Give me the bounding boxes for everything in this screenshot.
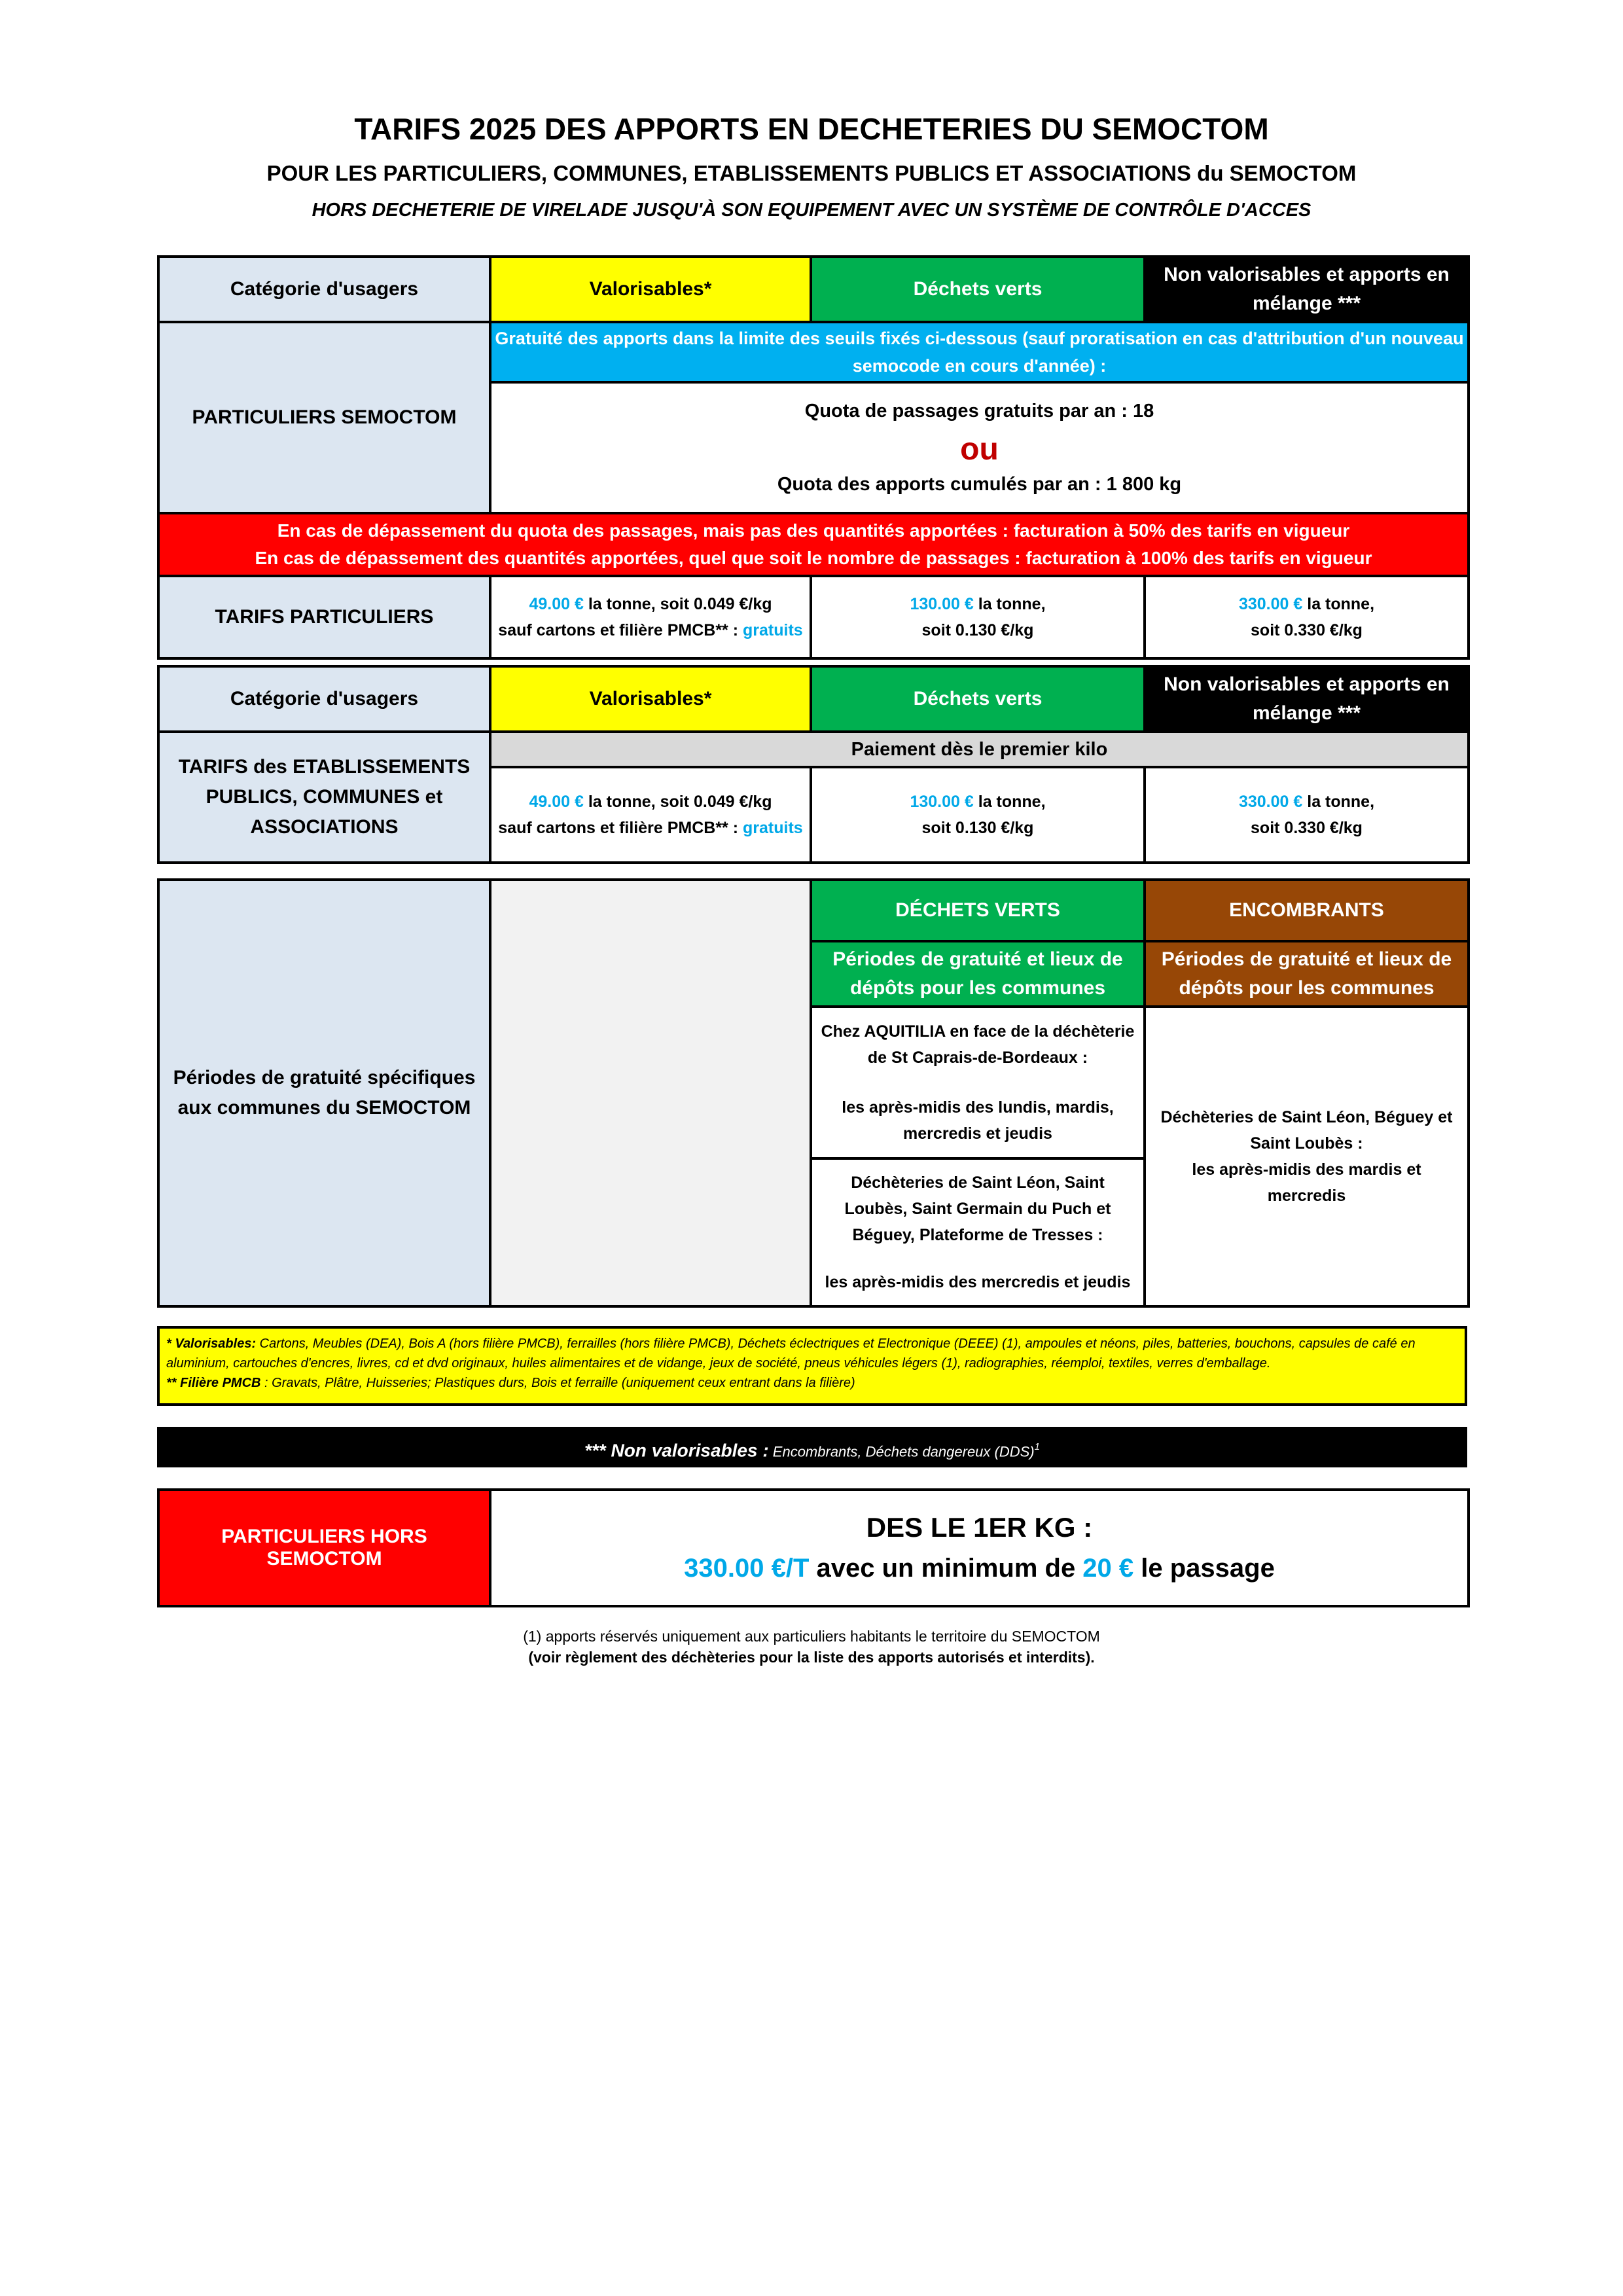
footnote-line-2: (voir règlement des déchèteries pour la liste des apports autorisés et interdits). (528, 1649, 1095, 1666)
quota-passages: Quota de passages gratuits par an : 18 (804, 400, 1154, 422)
hors-line-1: DES LE 1ER KG : (866, 1512, 1093, 1543)
row-label-particuliers: PARTICULIERS SEMOCTOM (158, 322, 490, 513)
footnote (0, 1626, 1623, 1668)
hors-minimum: 20 € (1082, 1554, 1134, 1583)
price-nonval-amount: 330.00 € (1238, 595, 1303, 613)
pmcb-label: ** Filière PMCB (166, 1376, 261, 1390)
periods-header-encombrants: Périodes de gratuité et lieux de dépôts pour les communes (1145, 941, 1469, 1007)
non-val-text: Encombrants, Déchets dangereux (DDS) (768, 1443, 1035, 1460)
valorisables-text: Cartons, Meubles (DEA), Bois A (hors filière PMCB), ferrailles (hors filière PMCB), Déchets éclectriques et Electronique (DEEE) (1), ampoules et néons, piles, batteries, bouchons, capsules de café en aluminium, cartouches d'encres, livres, cd et dvd originaux, huiles alimentaires et de vidange, jeux de société, pneus véhicules légers (1), radiographies, réemploi, textiles, verres d'emballage. (166, 1336, 1416, 1371)
price-non-valorisables: 330.00 € la tonne, soit 0.330 €/kg (1145, 576, 1469, 658)
encombrants-time: les après-midis des mardis et mercredis (1192, 1160, 1421, 1205)
encombrants-block (1145, 1007, 1469, 1306)
header-category: Catégorie d'usagers (158, 666, 490, 732)
encombrants-place: Déchèteries de Saint Léon, Béguey et Saint Loubès : (1160, 1108, 1453, 1153)
page-subtitle-italic: HORS DECHETERIE DE VIRELADE JUSQU'À SON EQUIPEMENT AVEC UN SYSTÈME DE CONTRÔLE D'ACCES (312, 200, 1311, 221)
row-label-etablissements: TARIFS des ETABLISSEMENTS PUBLICS, COMMUNES et ASSOCIATIONS (158, 732, 490, 863)
quota-apports: Quota des apports cumulés par an : 1 800 kg (777, 473, 1182, 495)
header-dechets-verts: Déchets verts (811, 666, 1145, 732)
header-encombrants: ENCOMBRANTS (1145, 880, 1469, 941)
hors-line-2: 330.00 €/T avec un minimum de 20 € le passage (684, 1554, 1275, 1583)
payment-notice: Paiement dès le premier kilo (490, 732, 1469, 767)
page-subtitle: POUR LES PARTICULIERS, COMMUNES, ETABLISSEMENTS PUBLICS ET ASSOCIATIONS du SEMOCTOM (266, 161, 1357, 185)
ou-label: ou (960, 431, 999, 467)
periods-header-verts: Périodes de gratuité et lieux de dépôts pour les communes (811, 941, 1145, 1007)
price-verts-amount: 130.00 € (910, 595, 974, 613)
overrun-line-2: En cas de dépassement des quantités apportées, quel que soit le nombre de passages : facturation à 100% des tarifs en vigueur (255, 548, 1372, 568)
verts-block-2-time: les après-midis des mercredis et jeudis (825, 1273, 1131, 1291)
header-non-valorisables: Non valorisables et apports en mélange *** (1145, 666, 1469, 732)
particuliers-table (157, 255, 1470, 660)
non-val-sup: 1 (1034, 1441, 1040, 1452)
overrun-notice (158, 513, 1469, 576)
row-label-tarifs-particuliers: TARIFS PARTICULIERS (158, 576, 490, 658)
gratuits-label: gratuits (743, 819, 803, 837)
header-valorisables: Valorisables* (490, 257, 811, 322)
header-dechets-verts-periodes: DÉCHETS VERTS (811, 880, 1145, 941)
verts-block-2-place: Déchèteries de Saint Léon, Saint Loubès, Saint Germain du Puch et Béguey, Plateforme de Tresses : (844, 1174, 1111, 1244)
row-label-periodes: Périodes de gratuité spécifiques aux communes du SEMOCTOM (158, 880, 490, 1306)
pmcb-text: : Gravats, Plâtre, Huisseries; Plastiques durs, Bois et ferraille (uniquement ceux entrant dans la filière) (260, 1376, 855, 1390)
hors-semoctom-table (157, 1488, 1470, 1607)
header-valorisables: Valorisables* (490, 666, 811, 732)
price-valorisables: 49.00 € la tonne, soit 0.049 €/kg sauf cartons et filière PMCB** : gratuits (490, 576, 811, 658)
free-notice: Gratuité des apports dans la limite des seuils fixés ci-dessous (sauf proratisation en cas d'attribution d'un nouveau semocode en cours d'année) : (490, 322, 1469, 382)
hors-price-per-tonne: 330.00 €/T (684, 1554, 810, 1583)
price-dechets-verts: 130.00 € la tonne, soit 0.130 €/kg (811, 767, 1145, 863)
overrun-line-1: En cas de dépassement du quota des passages, mais pas des quantités apportées : facturation à 50% des tarifs en vigueur (277, 520, 1350, 541)
empty-cell (490, 880, 811, 1306)
verts-block-1 (811, 1007, 1145, 1158)
non-val-label: *** Non valorisables : (584, 1440, 769, 1461)
valorisables-notes (157, 1326, 1467, 1406)
page-title: TARIFS 2025 DES APPORTS EN DECHETERIES DU SEMOCTOM (354, 112, 1269, 146)
hors-semoctom-label: PARTICULIERS HORS SEMOCTOM (158, 1490, 490, 1606)
periodes-table (157, 878, 1470, 1308)
gratuits-label: gratuits (743, 621, 803, 639)
verts-block-1-place: Chez AQUITILIA en face de la déchèterie de St Caprais-de-Bordeaux : (821, 1022, 1135, 1067)
hors-semoctom-price (490, 1490, 1469, 1606)
quota-cell (490, 382, 1469, 513)
header-dechets-verts: Déchets verts (811, 257, 1145, 322)
header-non-valorisables: Non valorisables et apports en mélange *** (1145, 257, 1469, 322)
verts-block-1-time: les après-midis des lundis, mardis, mercredis et jeudis (842, 1098, 1114, 1143)
header-category: Catégorie d'usagers (158, 257, 490, 322)
valorisables-label: * Valorisables: (166, 1336, 257, 1351)
price-valorisables-amount: 49.00 € (529, 595, 584, 613)
price-dechets-verts: 130.00 € la tonne, soit 0.130 €/kg (811, 576, 1145, 658)
verts-block-2 (811, 1158, 1145, 1306)
price-valorisables: 49.00 € la tonne, soit 0.049 €/kg sauf cartons et filière PMCB** : gratuits (490, 767, 811, 863)
footnote-line-1: (1) apports réservés uniquement aux particuliers habitants le territoire du SEMOCTOM (523, 1628, 1100, 1645)
non-valorisables-bar (157, 1427, 1467, 1467)
price-non-valorisables: 330.00 € la tonne, soit 0.330 €/kg (1145, 767, 1469, 863)
etablissements-table (157, 665, 1470, 864)
